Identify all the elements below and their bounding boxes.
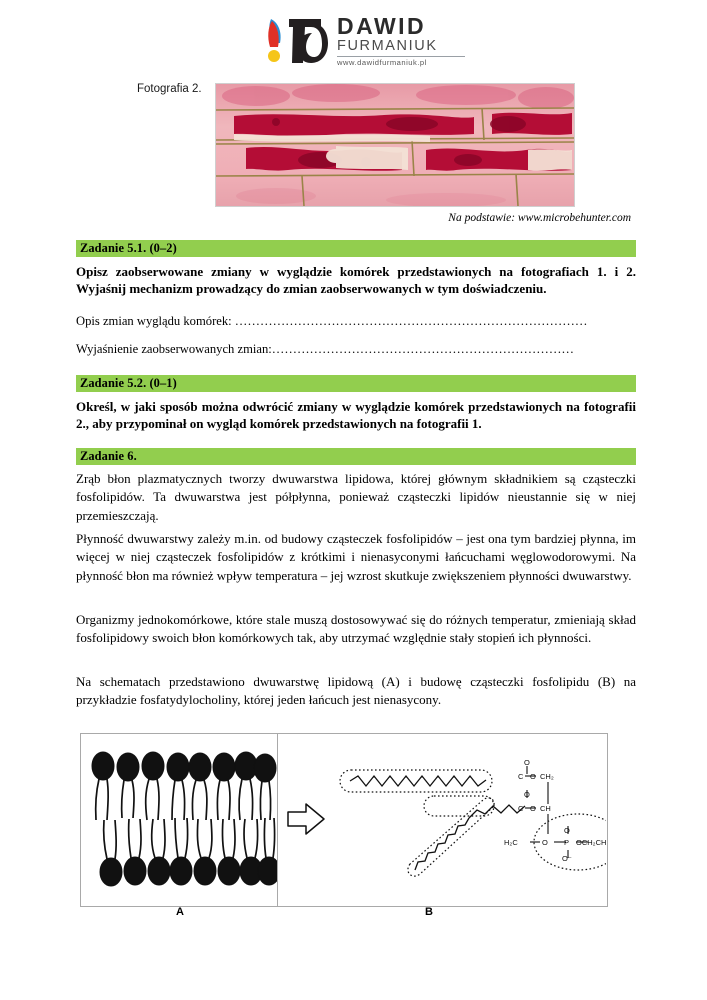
task-header-6-label: Zadanie 6.	[80, 449, 137, 463]
phospholipid-structure-schematic	[278, 734, 607, 906]
svg-text:P: P	[564, 838, 570, 847]
panel-b-label: B	[425, 906, 433, 918]
svg-text:H₂C: H₂C	[504, 838, 518, 847]
task-header-6	[76, 448, 636, 465]
logo-divider	[337, 56, 465, 57]
svg-text:O: O	[542, 838, 548, 847]
task-header-5-1-label: Zadanie 5.1. (0–2)	[80, 241, 177, 255]
logo-name-top: DAWID	[337, 13, 427, 40]
svg-text:C: C	[518, 804, 524, 813]
svg-text:O⁻: O⁻	[562, 854, 572, 863]
svg-text:CH₂: CH₂	[540, 772, 554, 781]
svg-text:O: O	[530, 804, 536, 813]
photo-source: Na podstawie: www.microbehunter.com	[448, 212, 631, 224]
logo-name-bottom: FURMANIUK	[337, 38, 438, 55]
phospholipid-diagram	[80, 733, 608, 907]
plasmolysis-micrograph	[215, 83, 575, 207]
svg-text:O: O	[530, 772, 536, 781]
svg-text:CH: CH	[540, 804, 551, 813]
logo-url: www.dawidfurmaniuk.pl	[337, 57, 427, 67]
site-logo	[259, 12, 459, 70]
answer-line-description[interactable]: Opis zmian wyglądu komórek: …………………………………………………………………………	[76, 314, 588, 328]
carbonyl-o-bottom: O	[524, 790, 530, 799]
zadanie6-paragraph-1: Zrąb błon plazmatycznych tworzy dwuwarstwa lipidowa, której głównym składnikiem są cząsteczki fosfolipidów. Ta dwuwarstwa jest półpłynna, ponieważ cząsteczki lipidów nieustannie się w niej przemieszczają.	[76, 471, 636, 523]
task-prompt-5-2: Określ, w jaki sposób można odwrócić zmiany w wyglądzie komórek przedstawionych na fotografii 2., aby przypominał on wygląd komórek przedstawionych na fotografii 1.	[76, 399, 636, 432]
diagram-labels	[80, 906, 606, 920]
zadanie6-paragraph-4: Na schematach przedstawiono dwuwarstwę lipidową (A) i budowę cząsteczki fosfolipidu (B) na przykładzie fosfatydylocholiny, której jeden łańcuch jest nienasycony.	[76, 674, 636, 708]
answer-line-explanation[interactable]: Wyjaśnienie zaobserwowanych zmian:………………………………………………………………	[76, 342, 575, 356]
carbonyl-o-top: O	[524, 758, 530, 767]
lipid-bilayer-schematic	[81, 734, 278, 906]
zadanie6-paragraph-2: Płynność dwuwarstwy zależy m.in. od budowy cząsteczek fosfolipidów – jest ona tym bardziej płynna, im więcej w niej cząsteczek fosfolipidów z krótkimi i nienasyconymi łańcuchami węglowodorowymi. Na płynność błon ma również wpływ temperatura – jej wzrost skutkuje zwiększeniem płynności dwuwarstwy.	[76, 531, 636, 583]
svg-text:OCH₂CH₂: OCH₂CH₂	[576, 838, 606, 847]
zadanie6-paragraph-3: Organizmy jednokomórkowe, które stale muszą dostosowywać się do różnych temperatur, zmieniają skład fosfolipidowy swoich błon komórkowych tak, aby utrzymać względnie stały stopień ich płynności.	[76, 612, 636, 646]
task-header-5-2	[76, 375, 636, 392]
panel-a-label: A	[176, 906, 184, 918]
task-header-5-1	[76, 240, 636, 257]
right-arrow-icon	[288, 804, 324, 834]
logo-wordmark	[337, 15, 465, 66]
task-header-5-2-label: Zadanie 5.2. (0–1)	[80, 376, 177, 390]
pi-logo-icon	[259, 13, 329, 69]
svg-text:C: C	[518, 772, 524, 781]
svg-text:O: O	[564, 826, 570, 835]
task-prompt-5-1: Opisz zaobserwowane zmiany w wyglądzie komórek przedstawionych na fotografiach 1. i 2. Wyjaśnij mechanizm prowadzący do zmian zaobserwowanych w tym doświadczeniu.	[76, 264, 636, 297]
photo-caption: Fotografia 2.	[137, 83, 202, 95]
